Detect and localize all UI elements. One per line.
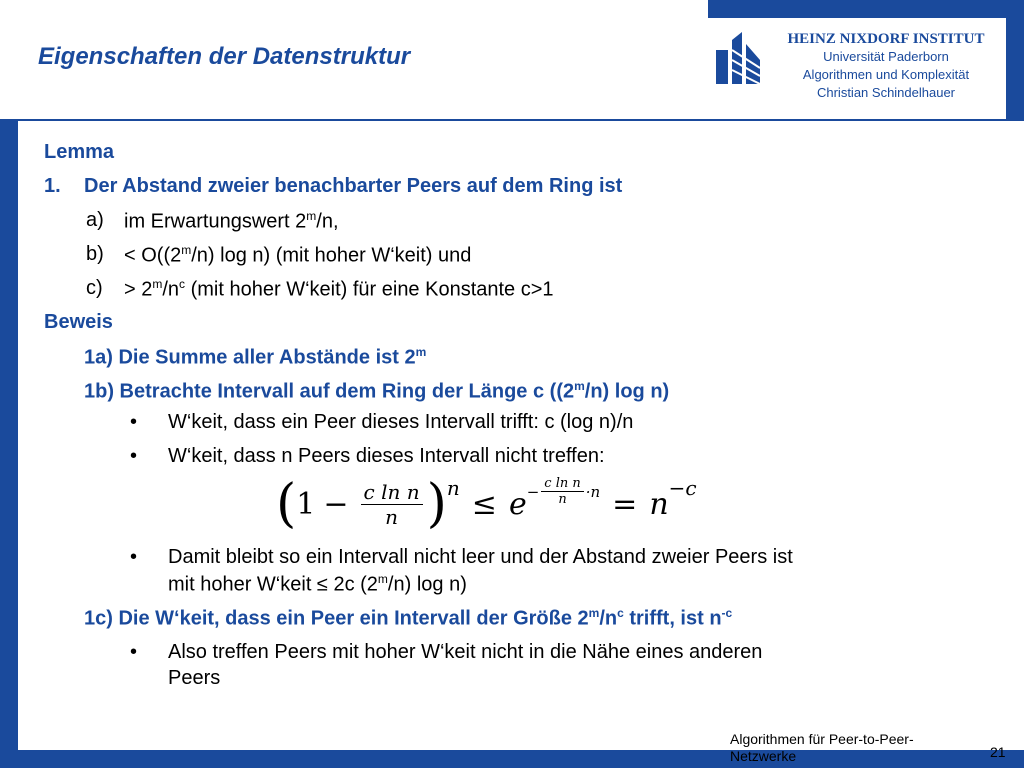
sub-item-label: c) <box>86 277 103 299</box>
sub-item-b: < $O((2^m/n)$ log n) (mit hoher W‘keit) und <box>124 243 472 267</box>
formula-n-exponent: −c <box>668 476 697 500</box>
bullet-text: Also treffen Peers mit hoher W‘keit nicht in die Nähe eines anderen <box>168 641 763 663</box>
institute-logo-icon <box>714 30 762 86</box>
formula-one: 1 <box>296 486 316 522</box>
formula-equals: = <box>612 486 638 522</box>
footer-course-title: Algorithmen für Peer-to-Peer-Netzwerke <box>730 731 914 764</box>
formula-exponent: n <box>446 476 460 500</box>
institute-line: Universität Paderborn <box>823 49 949 64</box>
bullet-text: W‘keit, dass n Peers dieses Intervall nicht treffen: <box>168 445 605 467</box>
proof-step-1b: 1b) Betrachte Intervall auf dem Ring der Länge c ((2$^m$/n) log n) <box>84 379 670 403</box>
formula-paren: ) <box>426 474 447 534</box>
formula-e-exponent: − $\frac{\text{c ln n}}{n}$ ·n <box>526 476 601 507</box>
proof-step-1a: 1a) Die Summe aller Abstände ist 2$^m$ <box>84 345 427 369</box>
sub-item-label: b) <box>86 243 104 265</box>
formula-e: e <box>508 486 527 522</box>
header-accent-bar <box>708 0 1024 18</box>
bullet-text: Damit bleibt so ein Intervall nicht leer und der Abstand zweier Peers ist <box>168 546 793 568</box>
formula-n-base: n <box>649 486 669 522</box>
formula-fraction <box>361 480 423 529</box>
bullet-marker: • <box>130 546 138 568</box>
bullet-marker: • <box>130 411 138 433</box>
probability-formula <box>276 474 697 534</box>
bullet-text: W‘keit, dass ein Peer dieses Intervall trifft: c (log n)/n <box>168 411 634 433</box>
bullet-marker: • <box>130 641 138 663</box>
lemma-item-text: Der Abstand zweier benachbarter Peers auf dem Ring ist <box>84 175 623 197</box>
institute-line: Christian Schindelhauer <box>816 85 956 100</box>
formula-numerator: c ln n <box>361 480 423 505</box>
header-divider <box>18 119 1024 121</box>
page-number: 21 <box>990 744 1006 760</box>
bullet-text-cont: mit hoher W‘keit ≤ 2c (2$^m$/n) log n) <box>168 572 467 596</box>
slide-title: Eigenschaften der Datenstruktur <box>38 43 411 70</box>
lemma-item-number: 1. <box>44 175 61 197</box>
sub-item-c: > $2^m/n^c$ (mit hoher W‘keit) für eine Konstante c>1 <box>124 277 554 301</box>
bullet-text-cont: Peers <box>168 667 221 689</box>
lemma-heading: Lemma <box>44 141 115 163</box>
formula-leq: ≤ <box>471 486 497 522</box>
institute-name: HEINZ NIXDORF INSTITUT <box>787 31 985 47</box>
bullet-marker: • <box>130 445 138 467</box>
formula-paren: ( <box>276 474 297 534</box>
formula-minus: − <box>323 486 349 522</box>
sub-item-label: a) <box>86 209 104 231</box>
left-side-bar <box>0 119 18 750</box>
header-right-strip <box>1006 0 1024 119</box>
proof-heading: Beweis <box>44 311 113 333</box>
formula-denominator: n <box>385 504 399 529</box>
proof-step-1c: 1c) Die W‘keit, dass ein Peer ein Intervall der Größe $2^m/n^c$ trifft, ist $n^{-c}$ <box>84 606 733 630</box>
sub-item-a: im Erwartungswert 2$^m$/n, <box>124 209 339 233</box>
institute-block <box>768 30 1004 102</box>
institute-line: Algorithmen und Komplexität <box>802 67 970 82</box>
